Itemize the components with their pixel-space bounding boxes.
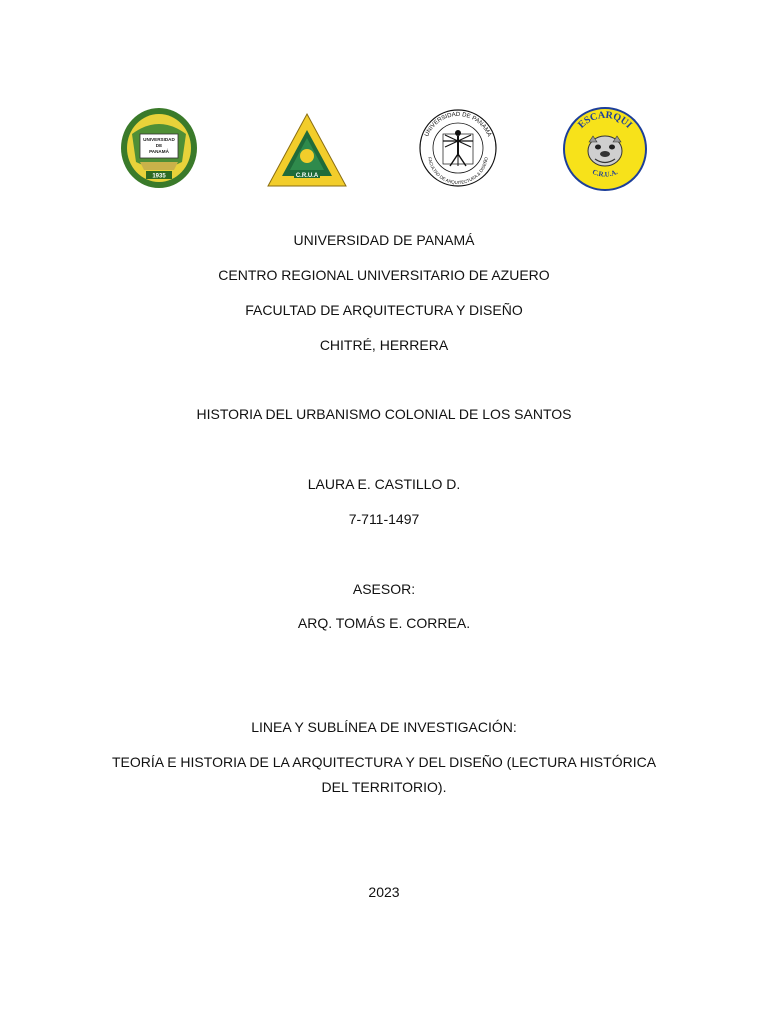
regional-center: CENTRO REGIONAL UNIVERSITARIO DE AZUERO xyxy=(218,267,550,283)
advisor-label: ASESOR: xyxy=(352,581,416,597)
author-name: LAURA E. CASTILLO D. xyxy=(307,476,461,492)
escarqui-title: ESCARQUI xyxy=(576,109,635,131)
logo-row xyxy=(0,104,768,196)
escarqui-subtitle: C.R.U.A. xyxy=(591,167,619,179)
university-name: UNIVERSIDAD DE PANAMÁ xyxy=(293,232,475,248)
seal-year: 1935 xyxy=(152,173,166,180)
universidad-de-panama-seal xyxy=(118,104,200,192)
document-title: HISTORIA DEL URBANISMO COLONIAL DE LOS SANTOS xyxy=(196,406,572,422)
year: 2023 xyxy=(368,884,400,900)
location: CHITRÉ, HERRERA xyxy=(319,337,449,353)
crua-text: C.R.U.A xyxy=(295,173,319,179)
seal-text-2: DE xyxy=(155,143,163,148)
advisor-name: ARQ. TOMÁS E. CORREA. xyxy=(297,615,471,631)
faculty-name: FACULTAD DE ARQUITECTURA Y DISEÑO xyxy=(245,302,523,318)
escarqui-bulldog-logo xyxy=(562,106,648,192)
seal-text-1: UNIVERSIDAD xyxy=(143,137,175,142)
seal-text-3: PANAMÁ xyxy=(149,149,169,154)
research-line-label: LINEA Y SUBLÍNEA DE INVESTIGACIÓN: xyxy=(251,719,517,735)
vitruvian-top-text: UNIVERSIDAD DE PANAMÁ xyxy=(424,111,492,138)
crua-triangle-logo xyxy=(266,112,348,188)
facultad-arquitectura-vitruvian-logo xyxy=(416,104,500,192)
author-id: 7-711-1497 xyxy=(348,511,420,527)
research-line-text: TEORÍA E HISTORIA DE LA ARQUITECTURA Y DEL DISEÑO (LECTURA HISTÓRICA DEL TERRITORIO). xyxy=(111,754,657,795)
vitruvian-bottom-text: FACULTAD DE ARQUITECTURA & DISEÑO xyxy=(427,156,489,186)
